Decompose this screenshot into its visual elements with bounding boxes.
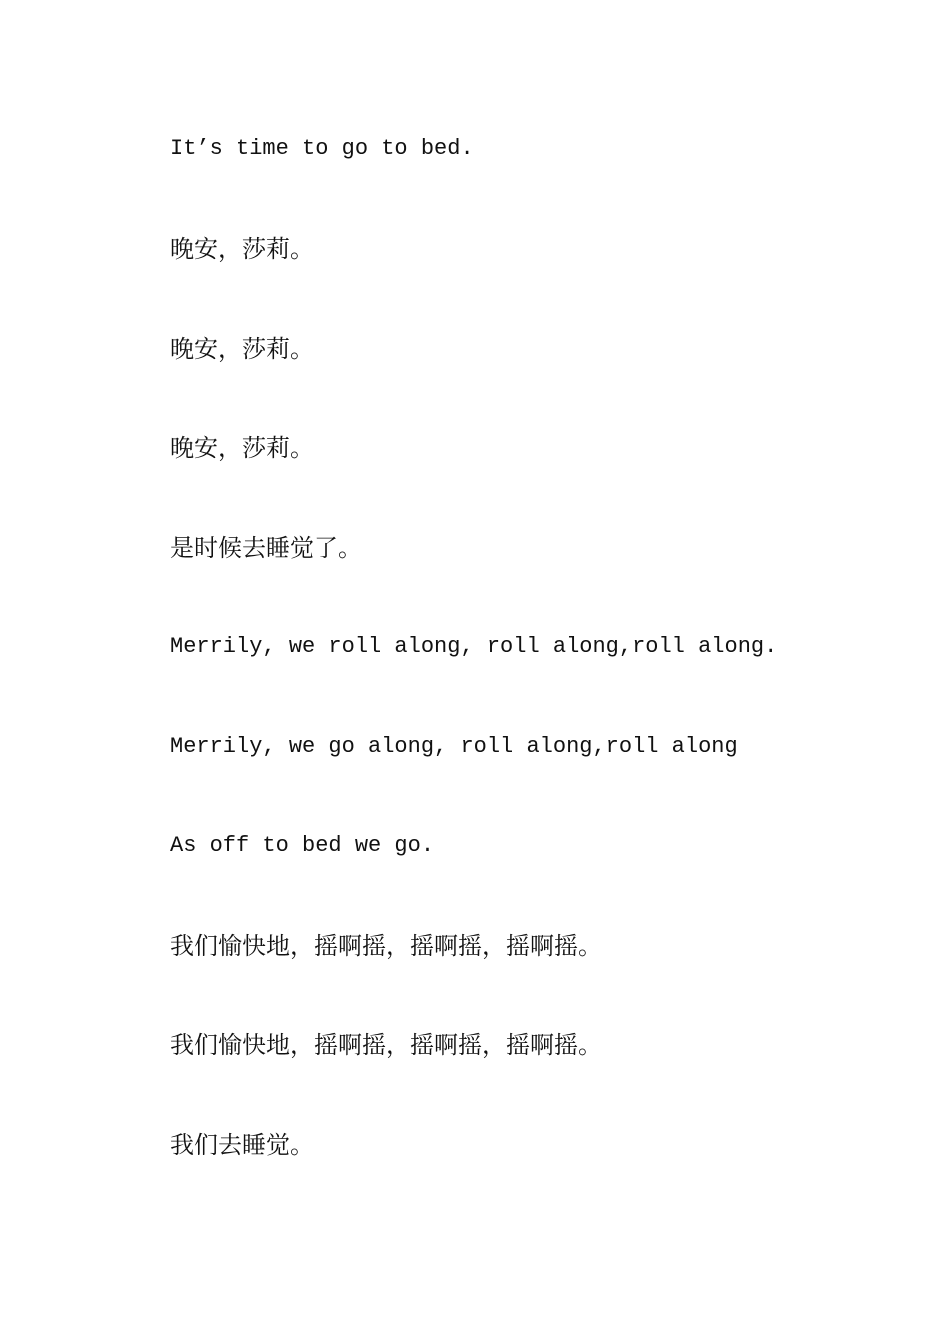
text-line: 我们愉快地，摇啊摇，摇啊摇，摇啊摇。 bbox=[170, 932, 602, 960]
text-line: 晚安，莎莉。 bbox=[170, 434, 314, 462]
text-line: 是时候去睡觉了。 bbox=[170, 534, 362, 562]
text-line: 我们去睡觉。 bbox=[170, 1131, 314, 1159]
text-line: It’s time to go to bed. bbox=[170, 136, 474, 161]
text-line: 晚安，莎莉。 bbox=[170, 235, 314, 263]
text-line: 晚安，莎莉。 bbox=[170, 335, 314, 363]
text-line: 我们愉快地，摇啊摇，摇啊摇，摇啊摇。 bbox=[170, 1031, 602, 1059]
text-line: As off to bed we go. bbox=[170, 833, 435, 858]
text-line: Merrily, we roll along, roll along,roll along. bbox=[170, 634, 778, 659]
text-line: Merrily, we go along, roll along,roll along bbox=[170, 734, 738, 759]
